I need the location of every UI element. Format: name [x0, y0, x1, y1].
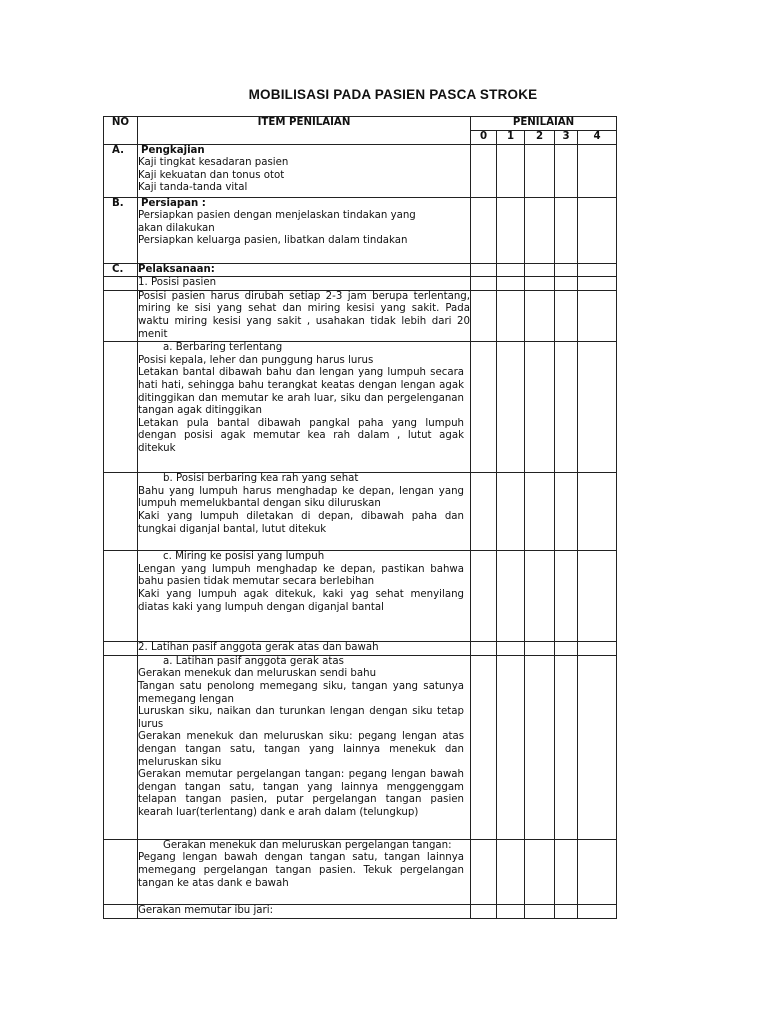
list-item: • Kaki yang lumpuh diletakan di depan, dibawah paha dan tungkai diganjal bantal, lutut ditekuk [138, 511, 464, 536]
score-cell[interactable] [555, 197, 578, 263]
section-a-title: Pengkajian [141, 144, 205, 156]
score-cell[interactable] [471, 839, 497, 904]
score-cell[interactable] [525, 342, 555, 473]
score-cell[interactable] [471, 551, 497, 642]
step-1-label: 1. Posisi pasien [138, 277, 471, 291]
substep-a-label: a. Berbaring terlentang [163, 342, 283, 354]
section-c-row [104, 263, 617, 277]
list-item: • Pegang lengan bawah dengan tangan satu, tangan lainnya memegang pergelangan tangan pasien. Tekuk pergelangan tangan ke atas dank e bawah [138, 852, 464, 890]
step-1-para-row [104, 290, 617, 341]
score-cell[interactable] [497, 290, 525, 341]
score-3: 3 [555, 131, 578, 145]
section-a-row [104, 144, 617, 197]
section-a-no: A. [104, 144, 138, 197]
substep-b-cell [138, 473, 471, 551]
wrist-label: Gerakan menekuk dan meluruskan pergelangan tangan: [163, 839, 452, 851]
list-item: • Posisi kepala, leher dan punggung harus lurus [138, 355, 464, 368]
score-cell[interactable] [471, 144, 497, 197]
score-0: 0 [471, 131, 497, 145]
list-item: • Persiapkan keluarga pasien, libatkan dalam tindakan [138, 235, 442, 248]
score-cell[interactable] [578, 839, 617, 904]
step-2a-label: a. Latihan pasif anggota gerak atas [163, 655, 344, 667]
section-b-bullets [138, 210, 470, 248]
substep-c-bullets [138, 564, 470, 614]
list-item: • Lengan yang lumpuh menghadap ke depan, pastikan bahwa bahu pasien tidak memutar secara berlebihan [138, 564, 464, 589]
section-b-no: B. [104, 197, 138, 263]
substep-c-label: c. Miring ke posisi yang lumpuh [163, 551, 325, 563]
step-2a-cell [138, 655, 471, 839]
score-cell[interactable] [497, 551, 525, 642]
score-cell[interactable] [525, 655, 555, 839]
score-cell[interactable] [525, 551, 555, 642]
score-cell[interactable] [525, 197, 555, 263]
wrist-bullets [138, 852, 470, 890]
substep-c-cell [138, 551, 471, 642]
step-2a-bullets [138, 668, 470, 819]
step-2-row [104, 642, 617, 656]
step-2a-row [104, 655, 617, 839]
score-cell[interactable] [471, 290, 497, 341]
list-item: • Bahu yang lumpuh harus menghadap ke depan, lengan yang lumpuh memelukbantal dengan siku diluruskan [138, 486, 464, 511]
score-cell[interactable] [555, 473, 578, 551]
score-cell[interactable] [578, 655, 617, 839]
score-cell[interactable] [555, 144, 578, 197]
header-item: ITEM PENILAIAN [138, 117, 471, 145]
thumb-row [104, 904, 617, 918]
step-1-row [104, 277, 617, 291]
list-item: • Kaji tingkat kesadaran pasien [138, 157, 470, 170]
substep-a-row [104, 342, 617, 473]
section-a-bullets [138, 157, 470, 195]
score-cell[interactable] [471, 655, 497, 839]
score-cell[interactable] [578, 551, 617, 642]
score-4: 4 [578, 131, 617, 145]
section-a-cell [138, 144, 471, 197]
score-cell[interactable] [555, 904, 578, 918]
score-cell[interactable] [471, 473, 497, 551]
score-cell[interactable] [555, 290, 578, 341]
section-c-no: C. [104, 263, 138, 277]
score-cell[interactable] [497, 342, 525, 473]
list-item: • Kaki yang lumpuh agak ditekuk, kaki yag sehat menyilang diatas kaki yang lumpuh dengan diganjal bantal [138, 589, 464, 614]
score-cell[interactable] [525, 839, 555, 904]
list-item: • Luruskan siku, naikan dan turunkan lengan dengan siku tetap lurus [138, 706, 464, 731]
score-cell[interactable] [525, 144, 555, 197]
assessment-table [103, 116, 617, 919]
score-cell[interactable] [525, 290, 555, 341]
section-b-title: Persiapan : [141, 197, 206, 209]
list-item: • Persiapkan pasien dengan menjelaskan tindakan yang akan dilakukan [138, 210, 442, 235]
score-cell[interactable] [578, 290, 617, 341]
page-title: MOBILISASI PADA PASIEN PASCA STROKE [248, 87, 538, 102]
score-1: 1 [497, 131, 525, 145]
score-cell[interactable] [525, 473, 555, 551]
score-2: 2 [525, 131, 555, 145]
list-item: • Kaji kekuatan dan tonus otot [138, 170, 470, 183]
score-cell[interactable] [497, 473, 525, 551]
substep-c-row [104, 551, 617, 642]
score-cell[interactable] [471, 904, 497, 918]
score-cell[interactable] [578, 197, 617, 263]
wrist-cell [138, 839, 471, 904]
substep-a-bullets [138, 355, 470, 456]
header-penilaian: PENILAIAN [471, 117, 617, 131]
score-cell[interactable] [497, 655, 525, 839]
substep-b-label: b. Posisi berbaring kea rah yang sehat [163, 473, 359, 485]
score-cell[interactable] [578, 473, 617, 551]
score-cell[interactable] [555, 551, 578, 642]
score-cell[interactable] [497, 839, 525, 904]
score-cell[interactable] [471, 197, 497, 263]
section-c-title: Pelaksanaan: [138, 263, 471, 277]
section-b-cell [138, 197, 471, 263]
substep-b-row [104, 473, 617, 551]
list-item: • Letakan bantal dibawah bahu dan lengan yang lumpuh secara hati hati, sehingga bahu terangkat keatas dengan lengan agak ditinggikan dan memutar ke arah luar, siku dan pergelenganan tangan agak ditinggikan [138, 367, 464, 417]
list-item: • Gerakan menekuk dan meluruskan siku: pegang lengan atas dengan tangan satu, tangan yang lainnya menekuk dan meluruskan siku [138, 731, 464, 769]
score-cell[interactable] [578, 904, 617, 918]
step-2-label: 2. Latihan pasif anggota gerak atas dan bawah [138, 642, 471, 656]
substep-b-bullets [138, 486, 470, 536]
list-item: • Letakan pula bantal dibawah pangkal paha yang lumpuh dengan posisi agak memutar kea rah dalam , lutut agak ditekuk [138, 418, 464, 456]
score-cell[interactable] [578, 144, 617, 197]
substep-a-cell [138, 342, 471, 473]
score-cell[interactable] [578, 342, 617, 473]
list-item: • Tangan satu penolong memegang siku, tangan yang satunya memegang lengan [138, 681, 464, 706]
score-cell[interactable] [555, 342, 578, 473]
header-no: NO [104, 117, 138, 145]
score-cell[interactable] [471, 342, 497, 473]
score-cell[interactable] [497, 197, 525, 263]
score-cell[interactable] [555, 839, 578, 904]
score-cell[interactable] [525, 904, 555, 918]
section-b-row [104, 197, 617, 263]
score-cell[interactable] [555, 655, 578, 839]
list-item: • Gerakan memutar pergelangan tangan: pegang lengan bawah dengan tangan satu, tangan yang lainnya menggenggam telapan tangan pasien, putar pergelangan tangan pasien kearah luar(terlentang) dank e arah dalam (telungkup) [138, 769, 464, 819]
score-cell[interactable] [497, 144, 525, 197]
thumb-label: Gerakan memutar ibu jari: [138, 904, 471, 918]
list-item: • Kaji tanda-tanda vital [138, 182, 470, 195]
score-cell[interactable] [497, 904, 525, 918]
step-1-paragraph: Posisi pasien harus dirubah setiap 2-3 jam berupa terlentang, miring ke sisi yang sehat dan miring kesisi yang sakit. Pada waktu miring kesisi yang sakit , usahakan tidak lebih dari 20 menit [138, 290, 471, 341]
list-item: • Gerakan menekuk dan meluruskan sendi bahu [138, 668, 464, 681]
wrist-row [104, 839, 617, 904]
